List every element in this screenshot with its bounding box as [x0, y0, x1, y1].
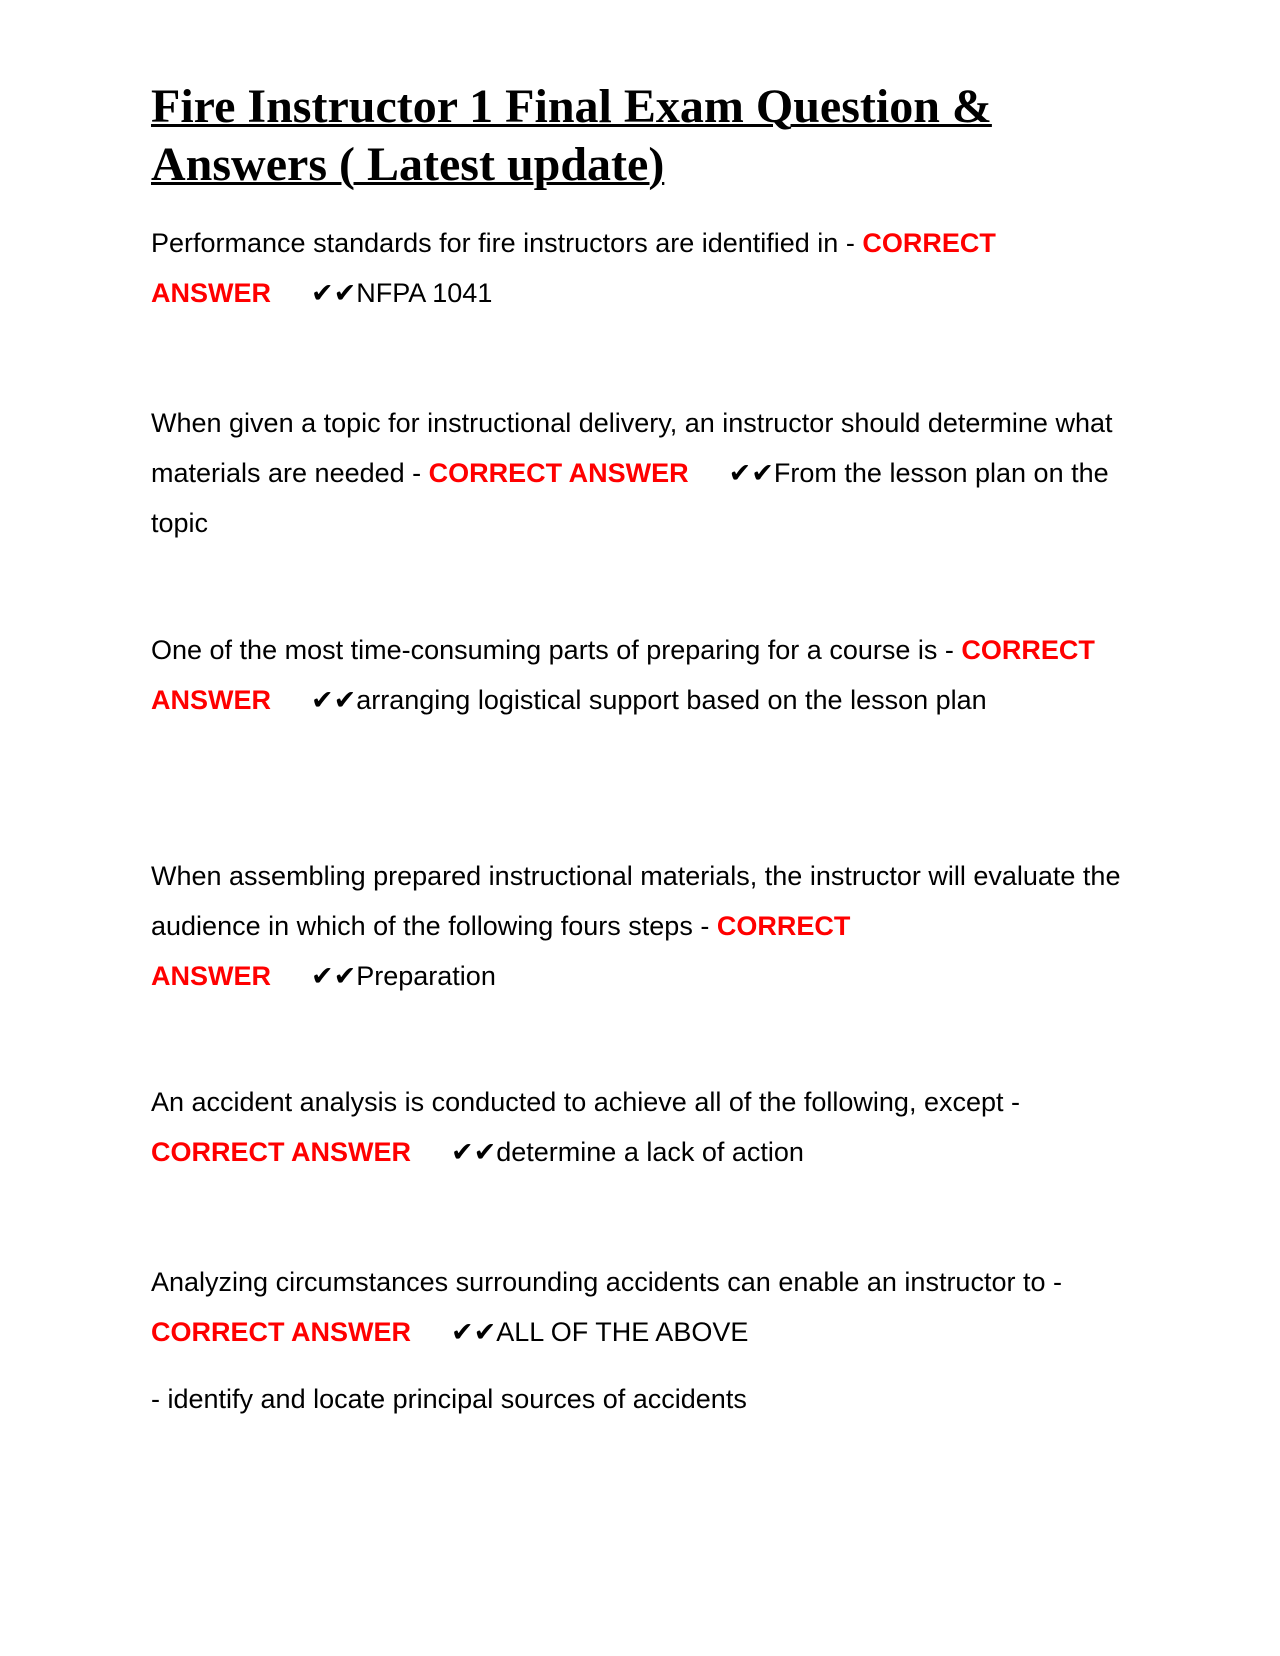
qa-item-5: [151, 1077, 1131, 1177]
check-icon: ✔✔: [451, 1317, 497, 1347]
question-text: When given a topic for instructional delivery, an instructor should determine what materials are needed -: [151, 408, 1113, 488]
qa-item-4: [151, 851, 1131, 1001]
question-text: When assembling prepared instructional materials, the instructor will evaluate the audience in which of the following fours steps -: [151, 861, 1121, 941]
document-title: Fire Instructor 1 Final Exam Question & Answers ( Latest update): [151, 80, 992, 191]
answer-text: arranging logistical support based on the lesson plan: [356, 685, 987, 715]
correct-answer-label: CORRECT ANSWER: [151, 1137, 411, 1167]
correct-answer-label: CORRECT ANSWER: [151, 228, 996, 308]
answer-option: - identify and locate principal sources of accidents: [151, 1384, 747, 1414]
qa-item-3: [151, 625, 1131, 725]
check-icon: ✔✔: [311, 685, 357, 715]
qa-item-1: [151, 218, 1131, 318]
correct-answer-label: CORRECT ANSWER: [151, 1317, 411, 1347]
answer-text: Preparation: [356, 961, 496, 991]
question-text: Performance standards for fire instructors are identified in -: [151, 228, 855, 258]
check-icon: ✔✔: [311, 278, 357, 308]
answer-text: determine a lack of action: [496, 1137, 804, 1167]
question-text: One of the most time-consuming parts of preparing for a course is -: [151, 635, 954, 665]
check-icon: ✔✔: [728, 458, 774, 488]
check-icon: ✔✔: [311, 961, 357, 991]
qa-item-2: [151, 398, 1131, 548]
correct-answer-label: CORRECT ANSWER: [151, 635, 1095, 715]
correct-answer-label: CORRECT ANSWER: [428, 458, 689, 488]
answer-text: From the lesson plan on the topic: [151, 458, 1109, 538]
check-icon: ✔✔: [451, 1137, 497, 1167]
answer-text: ALL OF THE ABOVE: [496, 1317, 749, 1347]
question-text: An accident analysis is conducted to achieve all of the following, except -: [151, 1087, 1020, 1117]
answer-text: NFPA 1041: [356, 278, 493, 308]
question-text: Analyzing circumstances surrounding accidents can enable an instructor to -: [151, 1267, 1062, 1297]
qa-item-6: [151, 1257, 1131, 1357]
correct-answer-label: CORRECT ANSWER: [151, 911, 851, 991]
